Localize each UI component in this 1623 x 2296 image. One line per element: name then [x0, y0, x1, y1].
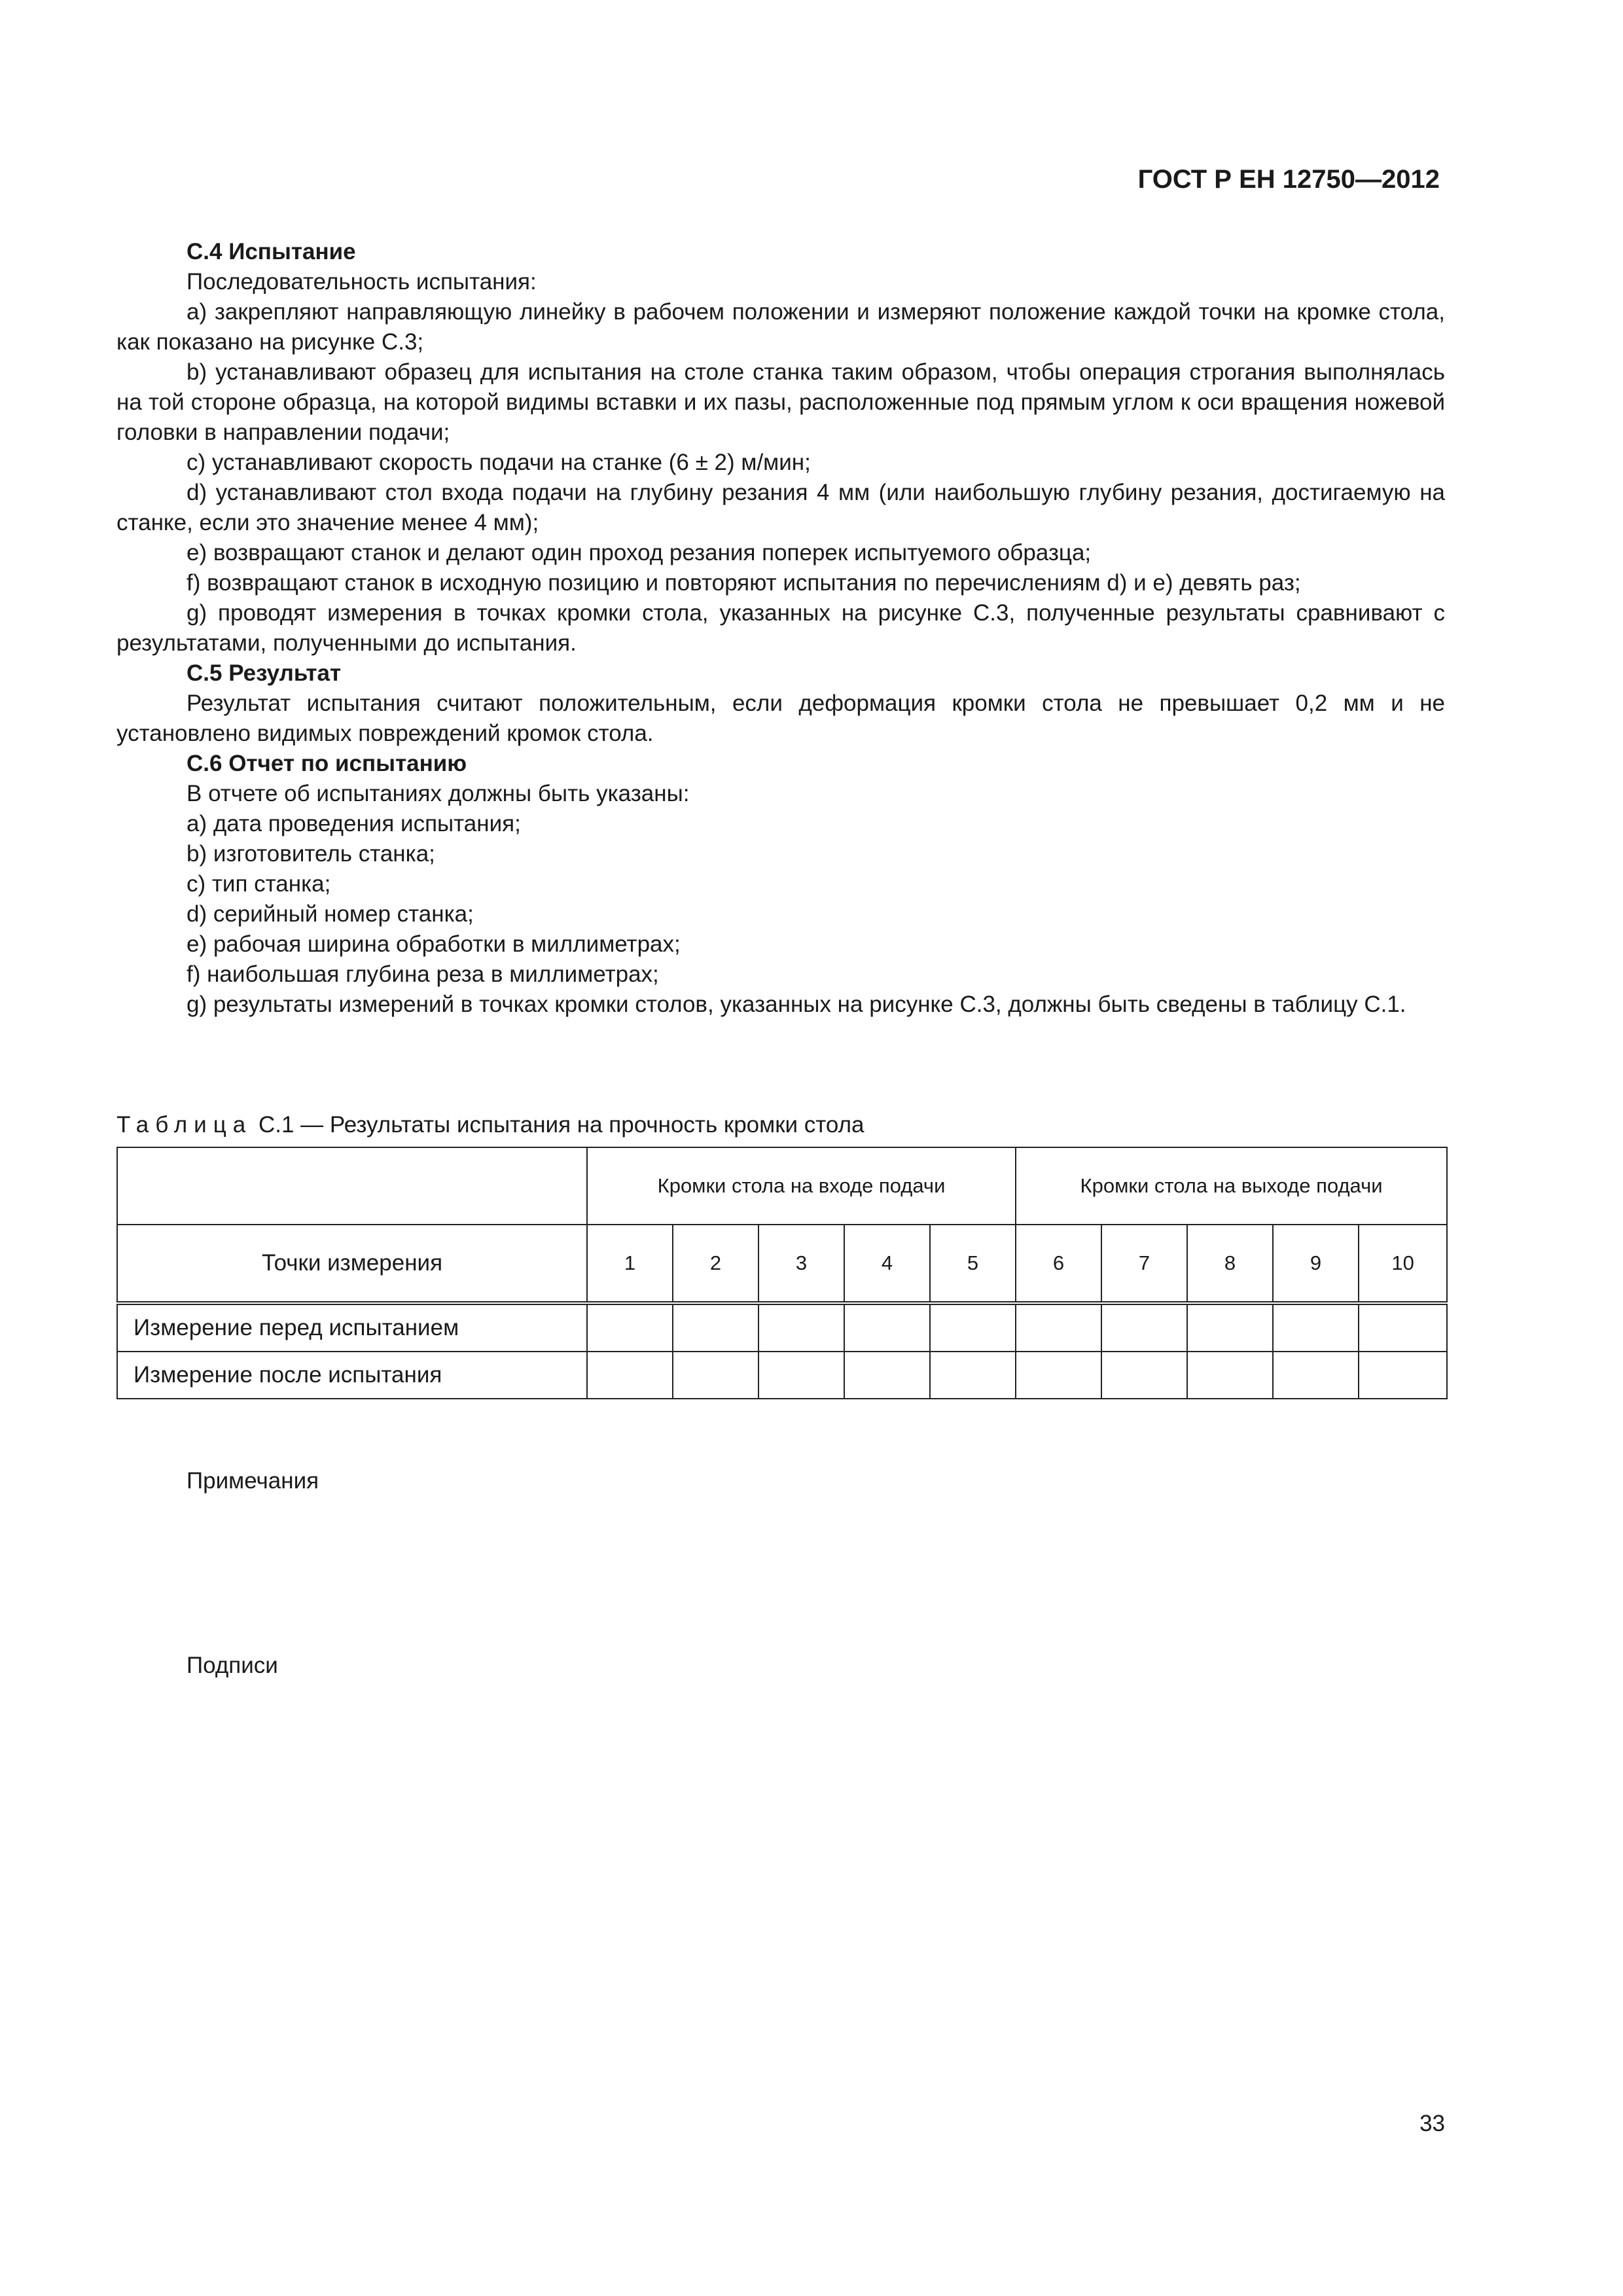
row-label-before: Измерение перед испытанием: [117, 1303, 587, 1352]
point-number: 2: [673, 1225, 758, 1303]
notes-label: Примечания: [187, 1468, 319, 1494]
list-item-b: b) устанавливают образец для испытания на столе станка таким образом, чтобы операция строгания выполнялась на той стороне образца, на которой видимы вставки и их пазы, расположенные под прямым углом к оси вращения ножевой головки в направлении подачи;: [116, 359, 1445, 445]
section-heading-c5: С.5 Результат: [187, 660, 342, 686]
empty-cell: [1359, 1352, 1447, 1399]
paragraph: Последовательность испытания:: [187, 269, 537, 295]
empty-cell: [1016, 1303, 1101, 1352]
list-item-f: f) наибольшая глубина реза в миллиметрах;: [187, 961, 659, 987]
empty-cell: [1273, 1303, 1359, 1352]
point-number: 8: [1187, 1225, 1273, 1303]
table-row: [117, 1303, 1447, 1352]
empty-cell: [1101, 1303, 1187, 1352]
empty-cell: [1187, 1303, 1273, 1352]
paragraph: В отчете об испытаниях должны быть указаны:: [187, 781, 690, 806]
point-number: 1: [587, 1225, 673, 1303]
empty-cell: [930, 1303, 1016, 1352]
document-body: [116, 237, 1445, 1020]
empty-cell: [758, 1303, 844, 1352]
empty-cell: [1016, 1352, 1101, 1399]
empty-cell: [673, 1303, 758, 1352]
list-item-e: е) возвращают станок и делают один проход резания поперек испытуемого образца;: [187, 540, 1092, 565]
list-item-g: g) проводят измерения в точках кромки стола, указанных на рисунке С.3, полученные результаты сравнивают с результатами, полученными до испытания.: [116, 600, 1445, 656]
point-number: 7: [1101, 1225, 1187, 1303]
empty-cell: [1187, 1352, 1273, 1399]
empty-cell: [587, 1352, 673, 1399]
list-item-g: g) результаты измерений в точках кромки столов, указанных на рисунке С.3, должны быть сведены в таблицу С.1.: [187, 992, 1406, 1017]
empty-cell: [673, 1352, 758, 1399]
empty-cell: [930, 1352, 1016, 1399]
empty-cell: [1101, 1352, 1187, 1399]
list-item-e: е) рабочая ширина обработки в миллиметрах;: [187, 931, 681, 957]
list-item-a: а) дата проведения испытания;: [187, 811, 521, 836]
page-number: 33: [1419, 2111, 1445, 2136]
table-corner-cell: [117, 1147, 587, 1225]
list-item-a: а) закрепляют направляющую линейку в рабочем положении и измеряют положение каждой точки на кромке стола, как показано на рисунке С.3;: [116, 299, 1445, 355]
empty-cell: [844, 1303, 930, 1352]
table-points-row: [117, 1225, 1447, 1303]
results-table: [116, 1147, 1448, 1399]
table-caption-prefix: Таблица: [116, 1112, 253, 1138]
point-header-cell: Точки измерения: [117, 1225, 587, 1303]
section-heading-c6: С.6 Отчет по испытанию: [187, 751, 467, 776]
table-caption-text: С.1 — Результаты испытания на прочность кромки стола: [258, 1112, 865, 1138]
point-number: 9: [1273, 1225, 1359, 1303]
list-item-d: d) устанавливают стол входа подачи на глубину резания 4 мм (или наибольшую глубину резания, достигаемую на станке, если это значение менее 4 мм);: [116, 480, 1445, 535]
row-label-after: Измерение после испытания: [117, 1352, 587, 1399]
section-heading-c4: С.4 Испытание: [187, 239, 356, 264]
list-item-c: с) тип станка;: [187, 871, 331, 897]
list-item-b: b) изготовитель станка;: [187, 841, 435, 867]
empty-cell: [758, 1352, 844, 1399]
empty-cell: [587, 1303, 673, 1352]
point-number: 10: [1359, 1225, 1447, 1303]
empty-cell: [844, 1352, 930, 1399]
table-caption: [116, 1110, 865, 1140]
table-header-row: [117, 1147, 1447, 1225]
point-number: 4: [844, 1225, 930, 1303]
point-number: 3: [758, 1225, 844, 1303]
empty-cell: [1359, 1303, 1447, 1352]
paragraph: Результат испытания считают положительным, если деформация кромки стола не превышает 0,2 мм и не установлено видимых повреждений кромок стола.: [116, 691, 1445, 746]
table-row: [117, 1352, 1447, 1399]
standard-code: ГОСТ Р ЕН 12750—2012: [1137, 165, 1440, 194]
group-header-input: Кромки стола на входе подачи: [587, 1147, 1016, 1225]
list-item-f: f) возвращают станок в исходную позицию и повторяют испытания по перечислениям d) и е) девять раз;: [187, 570, 1301, 596]
signatures-label: Подписи: [187, 1653, 278, 1678]
list-item-d: d) серийный номер станка;: [187, 901, 474, 927]
group-header-output: Кромки стола на выходе подачи: [1016, 1147, 1447, 1225]
list-item-c: с) устанавливают скорость подачи на станке (6 ± 2) м/мин;: [187, 450, 811, 475]
point-number: 6: [1016, 1225, 1101, 1303]
point-number: 5: [930, 1225, 1016, 1303]
empty-cell: [1273, 1352, 1359, 1399]
